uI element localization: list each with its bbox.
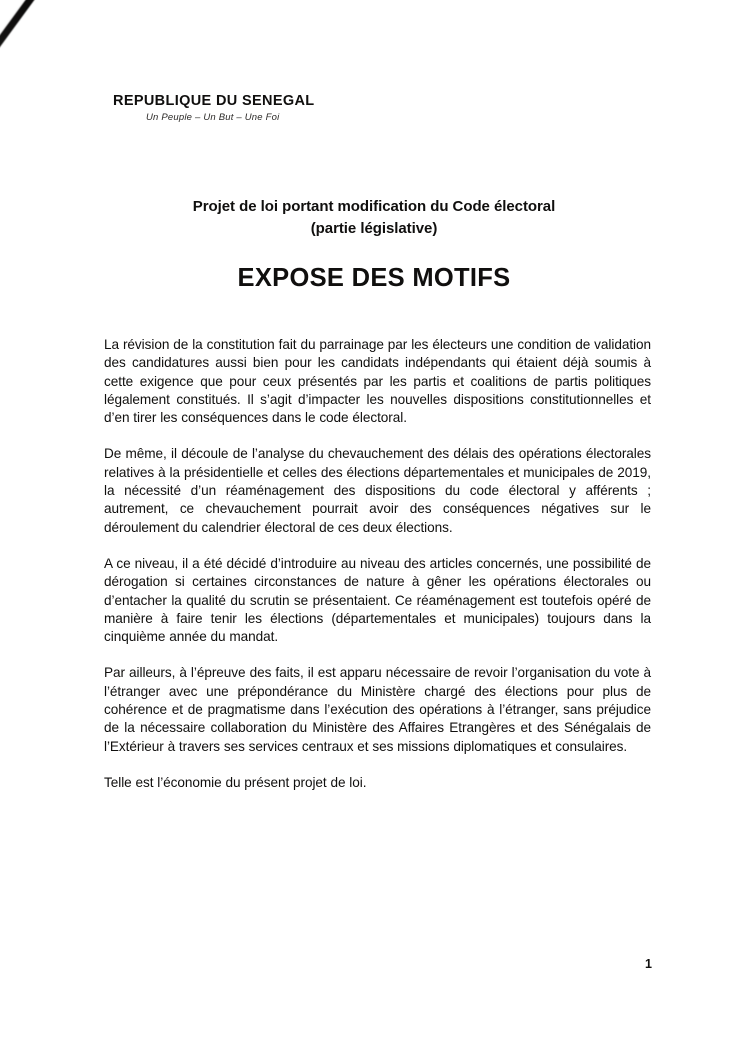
- document-title-line-1: Projet de loi portant modification du Code électoral: [192, 198, 556, 215]
- body-paragraph: La révision de la constitution fait du parrainage par les électeurs une condition de validation des candidatures aussi bien pour les candidats indépendants qui étaient déjà soumis à cette exigence que pour ceux présentés par les partis et coalitions de partis politiques légalement constitués. Il s’agit d’impacter les nouvelles dispositions constitutionnelles et d’en tirer les conséquences dans le code électoral.: [104, 337, 651, 426]
- body-paragraph: A ce niveau, il a été décidé d’introduire au niveau des articles concernés, une possibilité de dérogation si certaines circonstances de nature à gêner les opérations électorales ou d’entacher la qualité du scrutin se présentaient. Ce réaménagement est toutefois opéré de manière à faire tenir les élections (départementales et municipales) toujours dans la cinquième année du mandat.: [104, 555, 651, 645]
- organization-name: REPUBLIQUE DU SENEGAL: [113, 93, 315, 109]
- body-paragraph: De même, il découle de l’analyse du chevauchement des délais des opérations électorales relatives à la présidentielle et celles des élections départementales et municipales de 2019, la nécessité d’un réaménagement des dispositions du code électoral y afférents ; autrement, ce chevauchement pourrait avoir des conséquences négatives sur le déroulement du calendrier électoral de ces deux élections.: [104, 446, 651, 535]
- document-title: [70, 196, 678, 240]
- section-heading: EXPOSE DES MOTIFS: [237, 264, 511, 292]
- scan-artifact-streak-blur-icon: [0, 0, 93, 66]
- page-number: 1: [645, 957, 652, 971]
- scan-artifact-streak-icon: [0, 0, 94, 68]
- document-body: [104, 336, 651, 792]
- body-paragraph: Par ailleurs, à l’épreuve des faits, il est apparu nécessaire de revoir l’organisation du vote à l’étranger avec une prépondérance du Ministère chargé des élections pour plus de cohérence et de pragmatisme dans l’exécution des opérations à l’étranger, sans préjudice de la nécessaire collaboration du Ministère des Affaires Etrangères et des Sénégalais de l’Extérieur à travers ses services centraux et ses missions diplomatiques et consulaires.: [104, 665, 651, 754]
- closing-statement: Telle est l’économie du présent projet de loi.: [104, 774, 367, 790]
- masthead: [113, 93, 443, 123]
- document-title-line-2: (partie législative): [310, 219, 438, 237]
- national-motto: Un Peuple – Un But – Une Foi: [146, 112, 280, 124]
